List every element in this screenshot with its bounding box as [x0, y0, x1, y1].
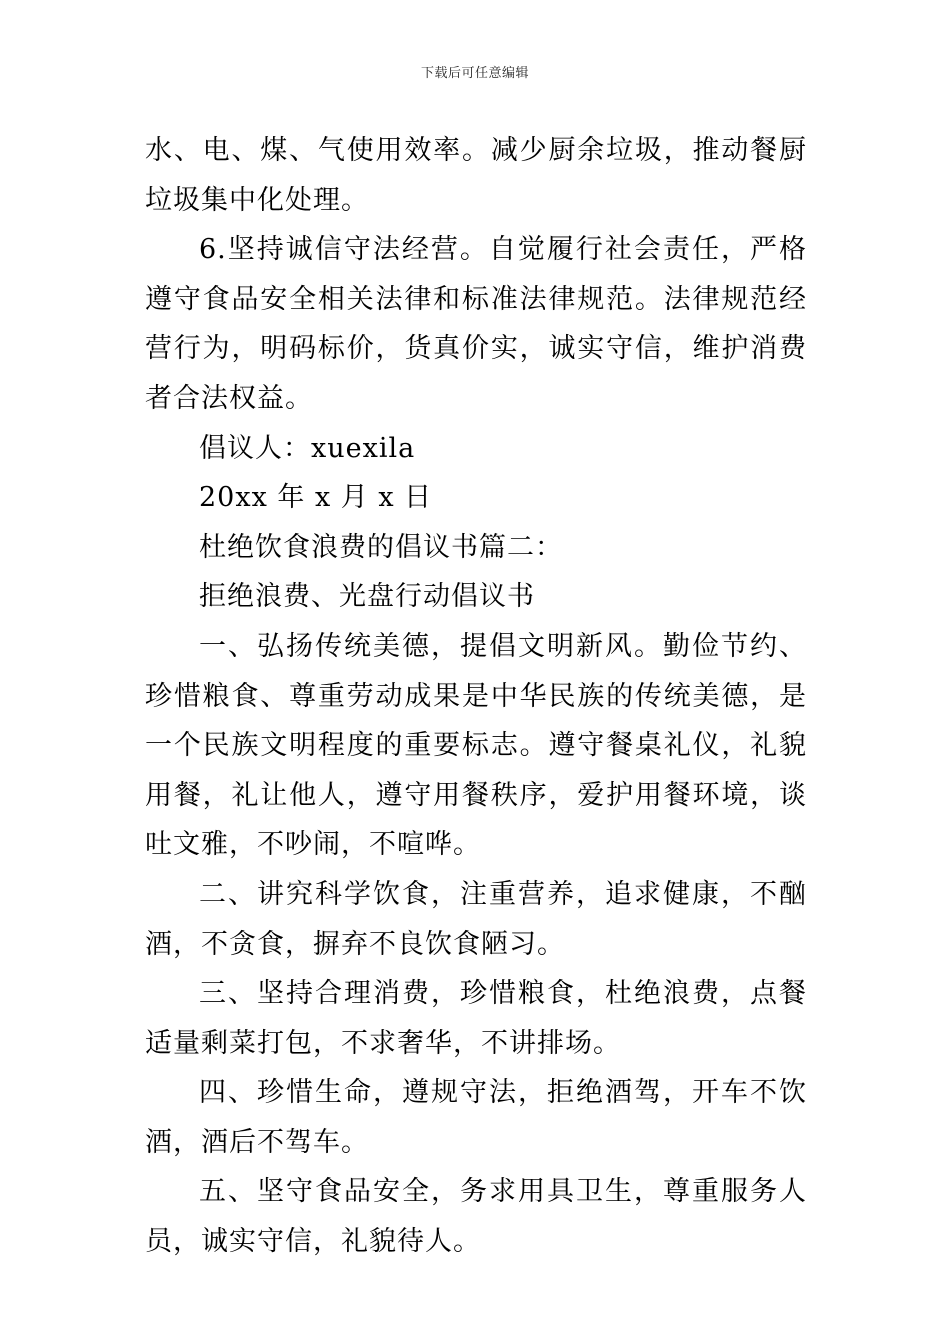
paragraph-item-4: 四、珍惜生命，遵规守法，拒绝酒驾，开车不饮酒，酒后不驾车。	[145, 1077, 807, 1158]
paragraph-item-2: 二、讲究科学饮食，注重营养，追求健康，不酗酒，不贪食，摒弃不良饮食陋习。	[145, 878, 807, 960]
paragraph-continuation: 水、电、煤、气使用效率。减少厨余垃圾，推动餐厨垃圾集中化处理。	[145, 135, 807, 216]
paragraph-item-1: 一、弘扬传统美德，提倡文明新风。勤俭节约、珍惜粮食、尊重劳动成果是中华民族的传统美德，是一个民族文明程度的重要标志。遵守餐桌礼仪，礼貌用餐，礼让他人，遵守用餐秩序，爱护用餐环境，谈吐文雅，不吵闹，不喧哗。	[145, 630, 807, 861]
initiator-line: 倡议人：xuexila	[199, 432, 416, 464]
paragraph-item-5: 五、坚守食品安全，务求用具卫生，尊重服务人员，诚实守信，礼貌待人。	[145, 1176, 807, 1258]
document-body	[145, 126, 807, 1267]
paragraph-item-3: 三、坚持合理消费，珍惜粮食，杜绝浪费，点餐适量剩菜打包，不求奢华，不讲排场。	[145, 978, 807, 1059]
section-heading: 杜绝饮食浪费的倡议书篇二：	[199, 531, 563, 563]
date-line: 20xx 年 x 月 x 日	[199, 482, 433, 514]
page-header-note: 下载后可任意编辑	[420, 66, 529, 81]
paragraph-item-6: 6.坚持诚信守法经营。自觉履行社会责任，严格遵守食品安全相关法律和标准法律规范。法律规范经营行为，明码标价，货真价实，诚实守信，维护消费者合法权益。	[145, 234, 807, 414]
document-title: 拒绝浪费、光盘行动倡议书	[199, 581, 535, 613]
